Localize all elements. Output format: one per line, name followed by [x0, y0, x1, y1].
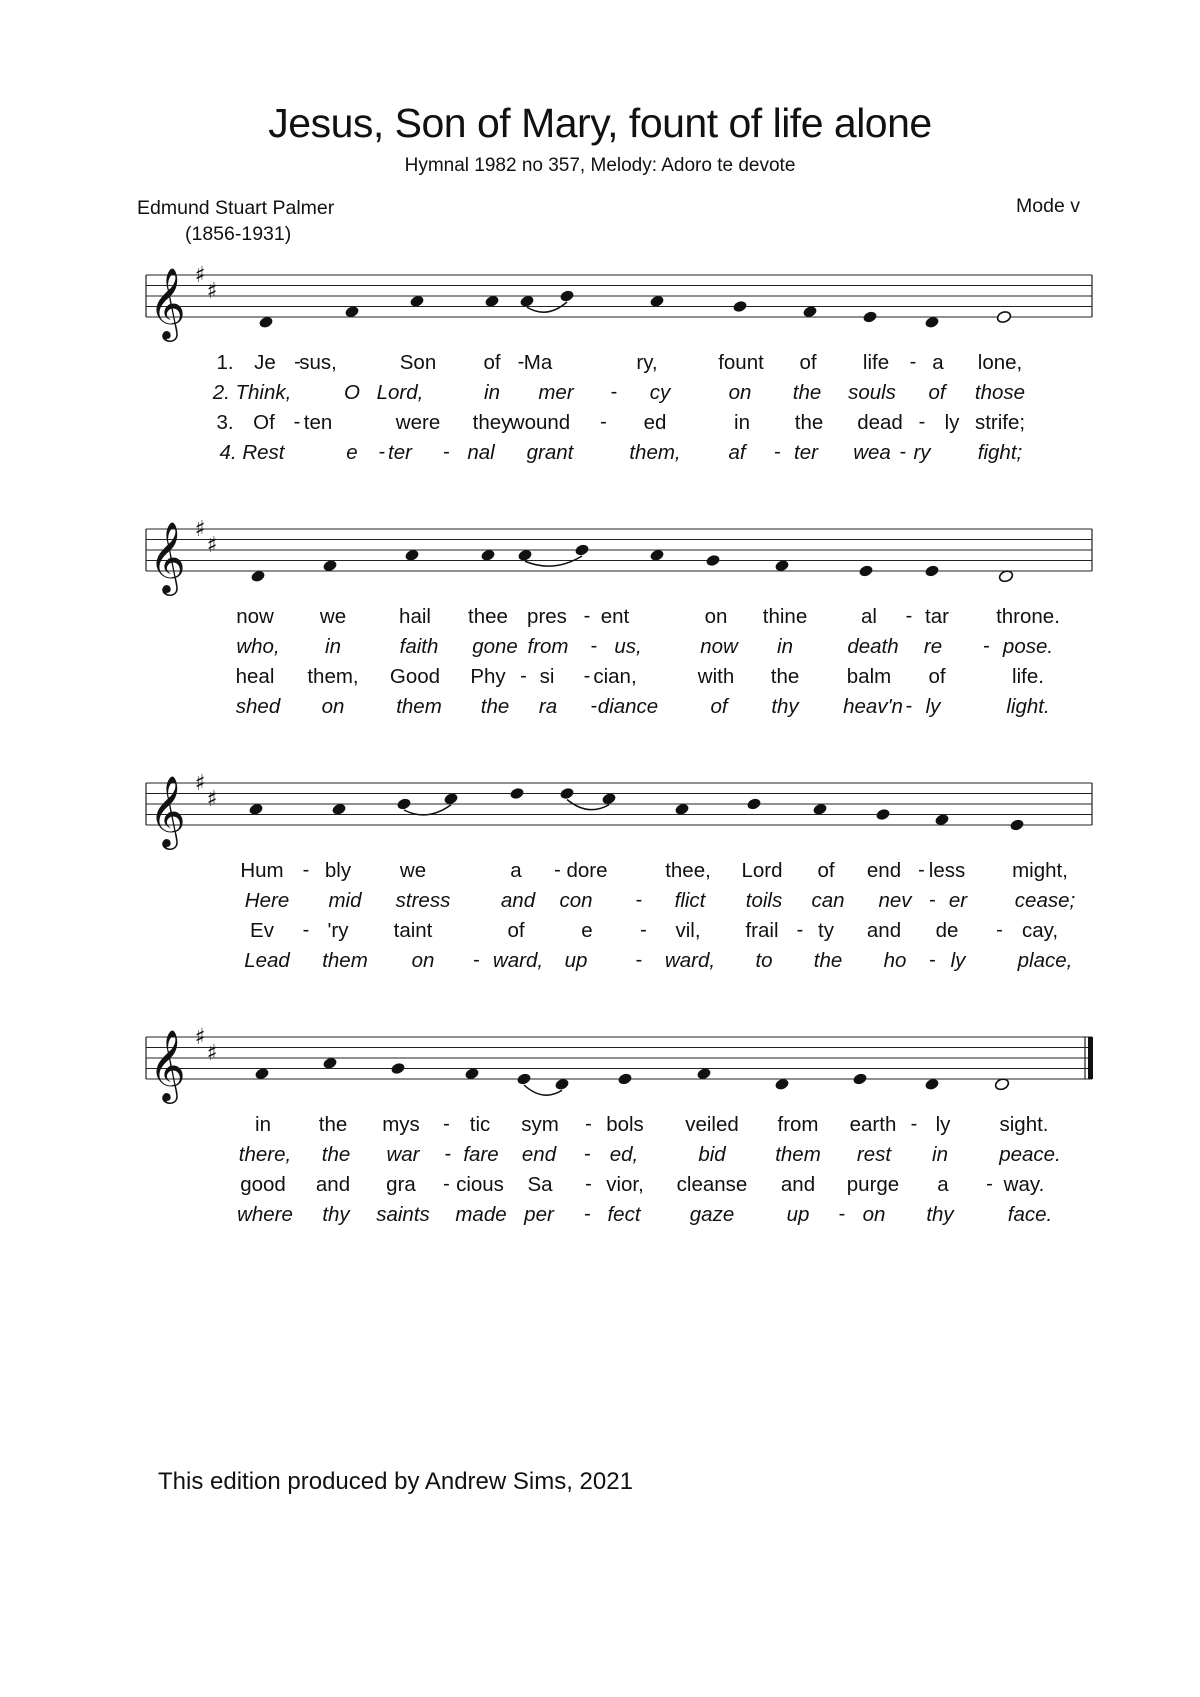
- lyric-syllable: 'ry: [327, 919, 349, 942]
- lyric-hyphen: -: [796, 919, 804, 941]
- lyric-syllable: ter: [388, 441, 412, 464]
- lyric-syllable: rest: [856, 1143, 892, 1166]
- lyric-syllable: were: [395, 411, 441, 434]
- sharp-icon: ♯: [206, 786, 218, 812]
- lyric-syllable: we: [399, 859, 427, 882]
- lyric-syllable: taint: [393, 919, 433, 942]
- lyric-syllable: where: [237, 1203, 293, 1226]
- sharp-icon: ♯: [194, 263, 206, 288]
- lyric-hyphen: -: [909, 351, 917, 373]
- sharp-icon: ♯: [206, 1040, 218, 1066]
- lyric-syllable: souls: [848, 381, 896, 404]
- lyric-syllable: peace.: [999, 1143, 1061, 1166]
- lyric-syllable: Good: [389, 665, 441, 688]
- lyric-hyphen: -: [905, 695, 913, 717]
- lyric-syllable: them,: [307, 665, 359, 688]
- lyric-syllable: might,: [1012, 859, 1068, 882]
- lyric-syllable: sus,: [299, 351, 337, 374]
- lyric-syllable: tar: [925, 605, 949, 628]
- lyric-hyphen: -: [583, 605, 591, 627]
- lyric-syllable: wound: [509, 411, 571, 434]
- lyric-hyphen: -: [610, 381, 618, 403]
- poet-name: Edmund Stuart Palmer: [137, 197, 335, 219]
- lyric-syllable: heal: [235, 665, 275, 688]
- lyric-syllable: pres: [527, 605, 567, 628]
- lyric-syllable: thy: [322, 1203, 350, 1226]
- sharp-icon: ♯: [194, 771, 206, 796]
- lyric-hyphen: -: [635, 949, 643, 971]
- poet-dates: (1856-1931): [185, 223, 292, 245]
- lyric-syllable: thee,: [665, 859, 711, 882]
- lyric-syllable: war: [386, 1143, 420, 1166]
- lyric-syllable: to: [755, 949, 773, 972]
- lyric-syllable: veiled: [685, 1113, 739, 1136]
- lyric-syllable: pose.: [1002, 635, 1054, 658]
- lyric-syllable: Lord,: [376, 381, 424, 404]
- lyric-syllable: throne.: [996, 605, 1060, 628]
- lyric-syllable: 3.: [216, 411, 234, 434]
- lyric-syllable: and: [780, 1173, 816, 1196]
- lyric-syllable: those: [974, 381, 1026, 404]
- lyric-hyphen: -: [444, 1143, 452, 1165]
- lyric-hyphen: -: [600, 411, 607, 433]
- lyric-syllable: gaze: [689, 1203, 735, 1226]
- lyric-syllable: ed,: [609, 1143, 639, 1166]
- lyric-syllable: in: [734, 411, 750, 434]
- lyric-hyphen: -: [918, 411, 926, 433]
- lyric-syllable: stress: [395, 889, 451, 912]
- lyric-syllable: purge: [846, 1173, 900, 1196]
- lyric-syllable: strife;: [974, 411, 1026, 434]
- lyric-syllable: tic: [469, 1113, 491, 1136]
- lyric-syllable: lone,: [977, 351, 1023, 374]
- lyric-syllable: a: [510, 859, 522, 882]
- note: [516, 1072, 532, 1086]
- lyric-syllable: the: [318, 1113, 348, 1136]
- lyric-syllable: on: [321, 695, 345, 718]
- lyric-hyphen: -: [443, 441, 450, 463]
- hymn-subtitle: Hymnal 1982 no 357, Melody: Adoro te devote: [404, 155, 796, 176]
- lyric-hyphen: -: [640, 919, 647, 941]
- lyric-syllable: toils: [745, 889, 783, 912]
- lyric-syllable: bols: [606, 1113, 644, 1136]
- lyric-syllable: Lead: [244, 949, 290, 972]
- lyric-syllable: nal: [467, 441, 495, 464]
- lyric-hyphen: -: [910, 1113, 918, 1135]
- lyric-syllable: saints: [376, 1203, 430, 1226]
- lyric-hyphen: -: [293, 411, 301, 433]
- lyric-syllable: ho: [883, 949, 907, 972]
- lyric-syllable: and: [866, 919, 902, 942]
- lyric-syllable: con: [559, 889, 593, 912]
- lyric-syllable: us,: [614, 635, 642, 658]
- lyric-syllable: ward,: [664, 949, 716, 972]
- lyric-syllable: gra: [386, 1173, 416, 1196]
- lyric-syllable: thee: [468, 605, 508, 628]
- lyric-syllable: the: [792, 381, 822, 404]
- lyric-syllable: them,: [629, 441, 681, 464]
- lyric-syllable: cleanse: [676, 1173, 748, 1196]
- lyric-syllable: faith: [399, 635, 439, 658]
- lyric-syllable: cease;: [1014, 889, 1076, 912]
- lyric-syllable: Lord: [741, 859, 783, 882]
- sharp-icon: ♯: [194, 517, 206, 542]
- lyric-syllable: ly: [935, 1113, 951, 1136]
- lyric-syllable: in: [255, 1113, 271, 1136]
- lyric-syllable: fount: [718, 351, 764, 374]
- lyric-syllable: can: [811, 889, 845, 912]
- sharp-icon: ♯: [206, 532, 218, 558]
- lyric-syllable: the: [794, 411, 824, 434]
- lyric-syllable: flict: [674, 889, 706, 912]
- lyric-hyphen: -: [517, 351, 525, 373]
- treble-clef-icon: 𝄞: [149, 774, 186, 847]
- lyric-hyphen: -: [302, 859, 310, 881]
- lyric-hyphen: -: [585, 1113, 592, 1135]
- lyric-syllable: in: [325, 635, 341, 658]
- lyric-hyphen: -: [986, 1173, 993, 1195]
- lyric-syllable: of: [710, 695, 728, 718]
- lyric-hyphen: -: [294, 351, 301, 373]
- lyric-hyphen: -: [583, 665, 591, 687]
- lyric-syllable: of: [928, 665, 946, 688]
- lyric-hyphen: -: [918, 859, 925, 881]
- lyric-hyphen: -: [899, 441, 907, 463]
- lyric-syllable: Of: [253, 411, 275, 434]
- lyric-syllable: ter: [794, 441, 818, 464]
- lyric-syllable: the: [321, 1143, 351, 1166]
- sharp-icon: ♯: [206, 278, 218, 304]
- lyric-syllable: death: [847, 635, 899, 658]
- mode-label: Mode v: [1016, 195, 1080, 217]
- lyric-syllable: place,: [1017, 949, 1073, 972]
- lyric-hyphen: -: [929, 889, 936, 911]
- lyric-syllable: 4. Rest: [219, 441, 285, 464]
- lyric-syllable: ra: [538, 695, 558, 718]
- lyric-syllable: and: [500, 889, 536, 912]
- lyric-syllable: on: [411, 949, 435, 972]
- lyric-syllable: per: [524, 1203, 554, 1226]
- lyric-hyphen: -: [774, 441, 781, 463]
- lyric-syllable: face.: [1007, 1203, 1053, 1226]
- edition-credit: This edition produced by Andrew Sims, 2021: [158, 1468, 633, 1495]
- lyric-syllable: a: [937, 1173, 949, 1196]
- lyric-hyphen: -: [473, 949, 480, 971]
- lyric-hyphen: -: [929, 949, 936, 971]
- lyric-syllable: of: [799, 351, 817, 374]
- lyric-syllable: up: [564, 949, 588, 972]
- lyric-syllable: in: [777, 635, 793, 658]
- lyric-hyphen: -: [590, 635, 598, 657]
- lyric-syllable: gone: [472, 635, 518, 658]
- lyric-syllable: we: [319, 605, 347, 628]
- lyric-syllable: diance: [597, 695, 659, 718]
- lyric-syllable: al: [861, 605, 877, 628]
- lyric-syllable: on: [704, 605, 728, 628]
- lyric-syllable: end: [521, 1143, 557, 1166]
- lyric-syllable: thy: [771, 695, 799, 718]
- lyric-syllable: nev: [878, 889, 912, 912]
- lyric-syllable: Ma: [523, 351, 553, 374]
- lyric-syllable: with: [697, 665, 735, 688]
- lyric-syllable: ward,: [492, 949, 544, 972]
- lyric-syllable: ly: [944, 411, 960, 434]
- lyric-syllable: from: [527, 635, 569, 658]
- lyric-hyphen: -: [838, 1203, 846, 1225]
- lyric-syllable: de: [935, 919, 959, 942]
- lyric-syllable: of: [507, 919, 525, 942]
- lyric-syllable: Sa: [527, 1173, 553, 1196]
- sharp-icon: ♯: [194, 1025, 206, 1050]
- lyric-syllable: ty: [818, 919, 834, 942]
- lyric-syllable: Je: [254, 351, 276, 374]
- lyric-syllable: e: [346, 441, 358, 464]
- lyric-syllable: mid: [328, 889, 362, 912]
- note: [390, 1062, 406, 1076]
- lyric-syllable: life.: [1012, 665, 1044, 688]
- lyric-syllable: cious: [456, 1173, 504, 1196]
- note: [617, 1072, 633, 1086]
- lyric-syllable: a: [932, 351, 944, 374]
- lyric-syllable: now: [700, 635, 738, 658]
- lyric-syllable: bid: [698, 1143, 726, 1166]
- hymn-title: Jesus, Son of Mary, fount of life alone: [268, 100, 932, 146]
- lyric-syllable: of: [817, 859, 835, 882]
- lyric-syllable: grant: [526, 441, 574, 464]
- lyric-syllable: ry,: [636, 351, 658, 374]
- lyric-syllable: thine: [762, 605, 808, 628]
- lyric-syllable: Hum: [240, 859, 284, 882]
- lyric-syllable: O: [344, 381, 360, 404]
- lyric-hyphen: -: [585, 1173, 592, 1195]
- lyric-syllable: in: [484, 381, 500, 404]
- lyric-syllable: ry: [913, 441, 931, 464]
- lyric-syllable: 1.: [216, 351, 234, 374]
- lyric-syllable: less: [928, 859, 966, 882]
- lyric-syllable: thy: [926, 1203, 954, 1226]
- lyric-syllable: heav'n: [843, 695, 903, 718]
- lyric-syllable: mys: [382, 1113, 420, 1136]
- lyric-syllable: ly: [950, 949, 966, 972]
- lyric-syllable: way.: [1003, 1173, 1045, 1196]
- final-barline-thick: [1088, 1037, 1093, 1079]
- lyric-syllable: the: [813, 949, 843, 972]
- treble-clef-icon: 𝄞: [149, 266, 186, 339]
- lyric-syllable: up: [786, 1203, 810, 1226]
- lyric-syllable: ed: [643, 411, 667, 434]
- lyric-syllable: ly: [925, 695, 941, 718]
- lyric-syllable: dead: [857, 411, 903, 434]
- lyric-syllable: 2. Think,: [212, 381, 292, 404]
- lyric-syllable: life: [862, 351, 890, 374]
- note: [852, 1072, 868, 1086]
- lyric-syllable: e: [581, 919, 593, 942]
- treble-clef-icon: 𝄞: [149, 1028, 186, 1101]
- lyric-syllable: of: [928, 381, 946, 404]
- lyric-syllable: good: [240, 1173, 286, 1196]
- lyric-hyphen: -: [983, 635, 990, 657]
- lyric-syllable: there,: [238, 1143, 292, 1166]
- lyric-syllable: the: [770, 665, 800, 688]
- lyric-syllable: of: [483, 351, 501, 374]
- lyric-syllable: sym: [521, 1113, 559, 1136]
- lyric-syllable: made: [455, 1203, 507, 1226]
- lyric-hyphen: -: [554, 859, 561, 881]
- lyric-syllable: they: [472, 411, 512, 434]
- lyric-syllable: light.: [1006, 695, 1050, 718]
- lyric-hyphen: -: [996, 919, 1003, 941]
- lyric-hyphen: -: [590, 695, 598, 717]
- lyric-hyphen: -: [520, 665, 527, 687]
- lyric-syllable: ent: [600, 605, 630, 628]
- lyric-syllable: hail: [399, 605, 431, 628]
- lyric-syllable: Here: [244, 889, 290, 912]
- lyric-syllable: balm: [846, 665, 892, 688]
- lyric-syllable: cian,: [593, 665, 637, 688]
- lyric-syllable: them: [322, 949, 368, 972]
- treble-clef-icon: 𝄞: [149, 520, 186, 593]
- lyric-syllable: re: [923, 635, 943, 658]
- lyric-hyphen: -: [905, 605, 913, 627]
- lyric-syllable: the: [480, 695, 510, 718]
- lyric-syllable: fect: [607, 1203, 641, 1226]
- lyric-syllable: and: [315, 1173, 351, 1196]
- lyric-syllable: vior,: [606, 1173, 644, 1196]
- lyric-syllable: dore: [566, 859, 608, 882]
- lyric-syllable: ten: [303, 411, 333, 434]
- lyric-syllable: mer: [538, 381, 574, 404]
- lyric-hyphen: -: [302, 919, 310, 941]
- lyric-syllable: wea: [853, 441, 891, 464]
- lyric-syllable: from: [777, 1113, 819, 1136]
- lyric-syllable: now: [236, 605, 274, 628]
- lyric-syllable: shed: [235, 695, 281, 718]
- lyric-syllable: on: [728, 381, 752, 404]
- lyric-hyphen: -: [443, 1113, 450, 1135]
- lyric-syllable: sight.: [999, 1113, 1049, 1136]
- lyric-syllable: vil,: [675, 919, 701, 942]
- lyric-syllable: end: [866, 859, 902, 882]
- lyric-syllable: bly: [324, 859, 352, 882]
- lyric-syllable: af: [728, 441, 746, 464]
- lyric-hyphen: -: [584, 1143, 591, 1165]
- lyric-syllable: earth: [849, 1113, 897, 1136]
- lyric-syllable: them: [396, 695, 442, 718]
- lyric-syllable: cy: [649, 381, 671, 404]
- lyric-syllable: er: [948, 889, 968, 912]
- lyric-syllable: frail: [745, 919, 779, 942]
- lyric-hyphen: -: [378, 441, 386, 463]
- lyric-syllable: them: [775, 1143, 821, 1166]
- lyric-hyphen: -: [584, 1203, 591, 1225]
- lyric-syllable: cay,: [1021, 919, 1059, 942]
- lyric-syllable: si: [539, 665, 555, 688]
- lyric-syllable: who,: [236, 635, 280, 658]
- lyric-syllable: fight;: [977, 441, 1023, 464]
- lyric-syllable: Ev: [250, 919, 274, 942]
- lyric-syllable: on: [862, 1203, 886, 1226]
- lyric-syllable: in: [932, 1143, 948, 1166]
- lyric-syllable: Son: [399, 351, 437, 374]
- lyric-hyphen: -: [635, 889, 643, 911]
- lyric-hyphen: -: [443, 1173, 450, 1195]
- lyric-syllable: fare: [463, 1143, 499, 1166]
- lyric-syllable: Phy: [470, 665, 506, 688]
